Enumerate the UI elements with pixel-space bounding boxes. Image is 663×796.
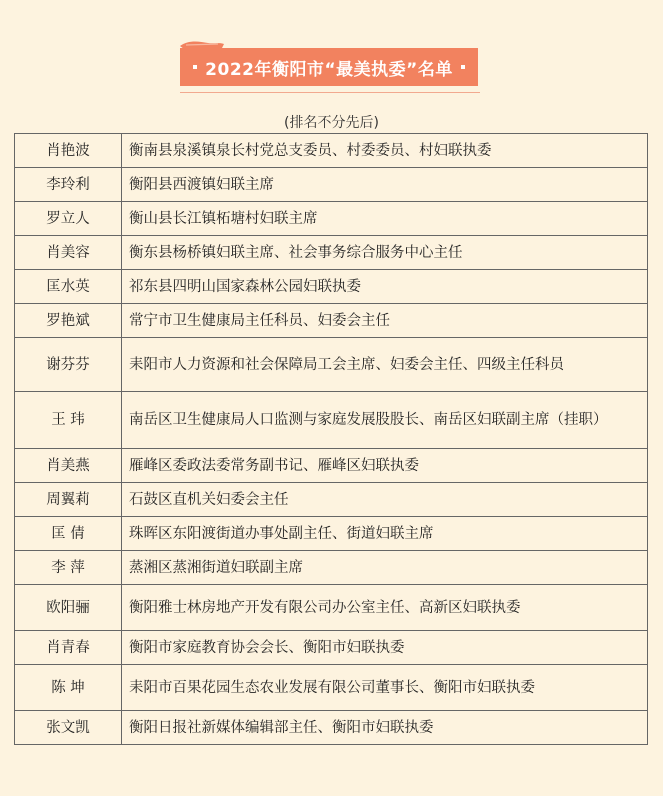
honoree-name: 欧阳骊	[15, 585, 122, 631]
title-banner	[178, 38, 484, 96]
title-underline	[180, 92, 480, 93]
honoree-position: 衡阳县西渡镇妇联主席	[122, 168, 648, 202]
honoree-position: 衡南县泉溪镇泉长村党总支委员、村委委员、村妇联执委	[122, 134, 648, 168]
honoree-position: 衡阳日报社新媒体编辑部主任、衡阳市妇联执委	[122, 711, 648, 745]
honoree-name: 罗艳斌	[15, 304, 122, 338]
honoree-name: 李玲利	[15, 168, 122, 202]
honoree-name: 肖艳波	[15, 134, 122, 168]
table-row	[15, 236, 648, 270]
honoree-position: 蒸湘区蒸湘街道妇联副主席	[122, 551, 648, 585]
table-row	[15, 392, 648, 449]
honoree-name: 匡 倩	[15, 517, 122, 551]
table-row	[15, 665, 648, 711]
honoree-position: 耒阳市人力资源和社会保障局工会主席、妇委会主任、四级主任科员	[122, 338, 648, 392]
honoree-name: 肖青春	[15, 631, 122, 665]
table-row	[15, 517, 648, 551]
honoree-position: 常宁市卫生健康局主任科员、妇委会主任	[122, 304, 648, 338]
honoree-name: 罗立人	[15, 202, 122, 236]
honoree-name: 谢芬芬	[15, 338, 122, 392]
honoree-position: 衡东县杨桥镇妇联主席、社会事务综合服务中心主任	[122, 236, 648, 270]
honoree-position: 珠晖区东阳渡街道办事处副主任、街道妇联主席	[122, 517, 648, 551]
honoree-name: 陈 坤	[15, 665, 122, 711]
honoree-name: 匡水英	[15, 270, 122, 304]
honoree-position: 耒阳市百果花园生态农业发展有限公司董事长、衡阳市妇联执委	[122, 665, 648, 711]
table-row	[15, 631, 648, 665]
honoree-position: 石鼓区直机关妇委会主任	[122, 483, 648, 517]
honoree-position: 南岳区卫生健康局人口监测与家庭发展股股长、南岳区妇联副主席（挂职）	[122, 392, 648, 449]
table-row	[15, 270, 648, 304]
page-title: 2022年衡阳市“最美执委”名单	[205, 59, 453, 80]
bullet-left	[193, 65, 197, 69]
table-row	[15, 338, 648, 392]
table-row	[15, 449, 648, 483]
table-row	[15, 551, 648, 585]
bullet-right	[461, 65, 465, 69]
table-row	[15, 134, 648, 168]
table-row	[15, 711, 648, 745]
honoree-name: 李 萍	[15, 551, 122, 585]
table-row	[15, 483, 648, 517]
subtitle-note: (排名不分先后)	[284, 115, 379, 131]
honoree-name: 肖美容	[15, 236, 122, 270]
honoree-position: 衡阳市家庭教育协会会长、衡阳市妇联执委	[122, 631, 648, 665]
honoree-position: 衡阳雅士林房地产开发有限公司办公室主任、高新区妇联执委	[122, 585, 648, 631]
honoree-position: 祁东县四明山国家森林公园妇联执委	[122, 270, 648, 304]
honoree-position: 衡山县长江镇柘塘村妇联主席	[122, 202, 648, 236]
table-row	[15, 585, 648, 631]
title-box	[180, 48, 478, 86]
honoree-table	[14, 133, 648, 745]
honoree-name: 张文凯	[15, 711, 122, 745]
honoree-name: 周翼莉	[15, 483, 122, 517]
table-row	[15, 304, 648, 338]
table-row	[15, 168, 648, 202]
honoree-position: 雁峰区委政法委常务副书记、雁峰区妇联执委	[122, 449, 648, 483]
honoree-name: 王 玮	[15, 392, 122, 449]
table-row	[15, 202, 648, 236]
honoree-name: 肖美燕	[15, 449, 122, 483]
